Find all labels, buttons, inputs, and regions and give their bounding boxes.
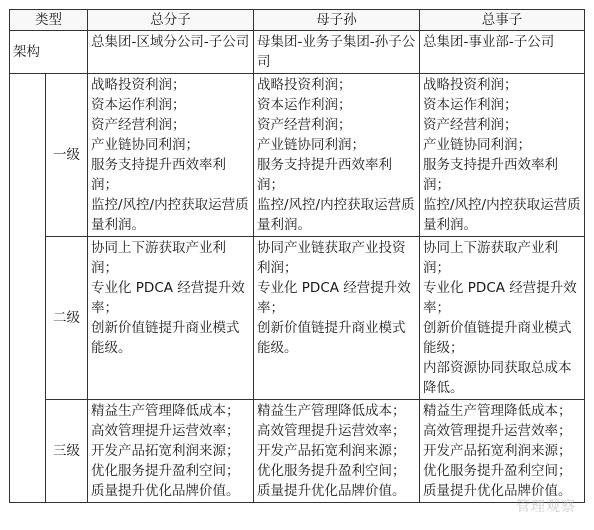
structure-label: 架构 (10, 31, 88, 74)
cell-line: 创新价值链提升商业模式能级。 (257, 320, 406, 356)
level2-col2 (254, 237, 420, 400)
cell-line: 战略投资利润； (423, 77, 518, 93)
cell-line: 监控/风控/内控获取运营质量利润。 (257, 197, 415, 233)
cell-line: 内部资源协同获取总成本降低。 (423, 360, 572, 396)
header-type: 类型 (10, 10, 88, 31)
cell-line: 服务支持提升西效率利润； (423, 157, 558, 193)
cell-line: 产业链协同利润； (257, 137, 365, 153)
cell-line: 质量提升优化品牌价值。 (91, 483, 240, 499)
cell-line: 资本运作利润； (91, 97, 186, 113)
level3-col3 (420, 400, 585, 503)
cell-line: 专业化 PDCA 经营提升效率； (91, 280, 245, 316)
cell-line: 产业链协同利润； (91, 137, 199, 153)
level3-row (10, 400, 585, 503)
cell-line: 服务支持提升西效率利润； (257, 157, 392, 193)
level1-col1 (88, 74, 254, 237)
cell-line: 优化服务提升盈利空间； (423, 463, 572, 479)
cell-line: 资产经营利润； (423, 117, 518, 133)
level2-label: 二级 (46, 237, 88, 400)
cell-line: 开发产品拓宽利润来源； (257, 443, 406, 459)
comparison-table (9, 9, 585, 503)
cell-line: 创新价值链提升商业模式能级。 (91, 320, 240, 356)
cell-line: 协同上下游获取产业利润； (423, 240, 558, 276)
cell-line: 开发产品拓宽利润来源； (91, 443, 240, 459)
header-row (10, 10, 585, 31)
level-group-spacer (10, 74, 46, 503)
cell-line: 资产经营利润； (91, 117, 186, 133)
level1-label: 一级 (46, 74, 88, 237)
cell-line: 协同产业链获取产业投资利润； (257, 240, 406, 276)
cell-line: 战略投资利润； (257, 77, 352, 93)
header-col1: 总分子 (88, 10, 254, 31)
cell-line: 资本运作利润； (423, 97, 518, 113)
cell-line: 战略投资利润； (91, 77, 186, 93)
cell-line: 开发产品拓宽利润来源； (423, 443, 572, 459)
cell-line: 资产经营利润； (257, 117, 352, 133)
watermark: 管理观察 (516, 499, 576, 515)
cell-line: 资本运作利润； (257, 97, 352, 113)
cell-line: 监控/风控/内控获取运营质量利润。 (423, 197, 581, 233)
header-col2: 母子孙 (254, 10, 420, 31)
level2-row (10, 237, 585, 400)
cell-line: 精益生产管理降低成本； (91, 403, 240, 419)
cell-line: 高效管理提升运营效率； (257, 423, 406, 439)
header-col3: 总事子 (420, 10, 585, 31)
level3-col2 (254, 400, 420, 503)
level2-col1 (88, 237, 254, 400)
cell-line: 质量提升优化品牌价值。 (423, 483, 572, 499)
cell-line: 高效管理提升运营效率； (423, 423, 572, 439)
level3-col1 (88, 400, 254, 503)
structure-col1: 总集团-区域分公司-子公司 (88, 31, 254, 74)
cell-line: 专业化 PDCA 经营提升效率； (257, 280, 411, 316)
structure-row (10, 31, 585, 74)
level1-row (10, 74, 585, 237)
cell-line: 监控/风控/内控获取运营质量利润。 (91, 197, 249, 233)
structure-col3: 总集团-事业部-子公司 (420, 31, 585, 74)
table-container (9, 9, 585, 503)
cell-line: 协同上下游获取产业利润； (91, 240, 226, 276)
cell-line: 产业链协同利润； (423, 137, 531, 153)
cell-line: 高效管理提升运营效率； (91, 423, 240, 439)
cell-line: 优化服务提升盈利空间； (257, 463, 406, 479)
level1-col3 (420, 74, 585, 237)
level3-label: 三级 (46, 400, 88, 503)
level2-col3 (420, 237, 585, 400)
cell-line: 精益生产管理降低成本； (257, 403, 406, 419)
cell-line: 服务支持提升西效率利润； (91, 157, 226, 193)
level1-col2 (254, 74, 420, 237)
cell-line: 质量提升优化品牌价值。 (257, 483, 406, 499)
structure-col2: 母集团-业务子集团-孙子公司 (254, 31, 420, 74)
cell-line: 精益生产管理降低成本； (423, 403, 572, 419)
cell-line: 专业化 PDCA 经营提升效率； (423, 280, 577, 316)
cell-line: 创新价值链提升商业模式能级； (423, 320, 572, 356)
cell-line: 优化服务提升盈利空间； (91, 463, 240, 479)
